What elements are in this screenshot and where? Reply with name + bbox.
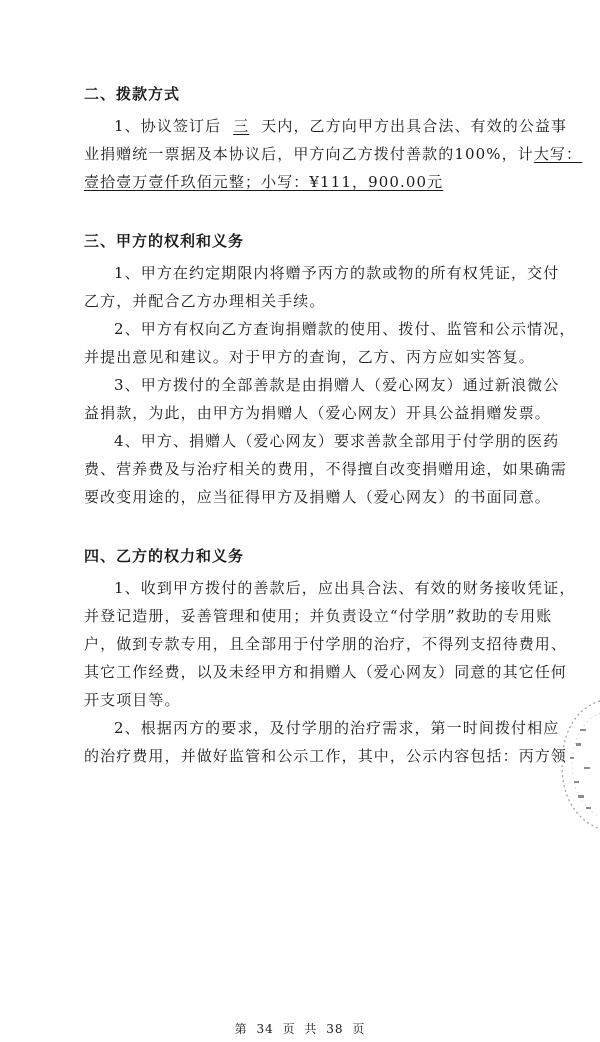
section-3-line: 乙方，并配合乙方办理相关手续。 (84, 292, 326, 310)
section-3-line: 1、甲方在约定期限内将赠予丙方的款或物的所有权凭证，交付 (114, 264, 560, 282)
section-3-line: 益捐款，为此，由甲方为捐赠人（爱心网友）开具公益捐赠发票。 (84, 404, 551, 422)
section-3-line: 2、甲方有权向乙方查询捐赠款的使用、拨付、监管和公示情况， (114, 320, 576, 338)
section-4-line: 并登记造册，妥善管理和使用；并负责设立“付学朋”救助的专用账 (84, 607, 553, 625)
section-3-line: 要改变用途的，应当征得甲方及捐赠人（爱心网友）的书面同意。 (84, 488, 551, 506)
section-4-line: 1、收到甲方拨付的善款后，应出具合法、有效的财务接收凭证， (114, 579, 576, 597)
section-2-paragraph-1-line-1: 1、协议签订后 三 天内，乙方向甲方出具合法、有效的公益事 (114, 117, 568, 135)
section-4-line: 2、根据丙方的要求，及付学朋的治疗需求，第一时间拨付相应 (114, 719, 560, 737)
amount-uppercase-label: 大写： (533, 145, 583, 163)
section-2-heading: 二、拨款方式 (84, 85, 181, 103)
section-4-heading: 四、乙方的权力和义务 (84, 547, 245, 565)
section-2-paragraph-1-line-2: 业捐赠统一票据及本协议后，甲方向乙方拨付善款的100%，计大写： (84, 145, 583, 163)
section-3-heading: 三、甲方的权利和义务 (84, 232, 245, 250)
section-2-amount-line: 壹拾壹万壹仟玖佰元整；小写：¥111，900.00元 (84, 173, 444, 191)
days-blank: 三 (233, 117, 250, 135)
section-3-line: 3、甲方拨付的全部善款是由捐赠人（爱心网友）通过新浪微公 (114, 376, 560, 394)
section-4-line: 户，做到专款专用，且全部用于付学朋的治疗，不得列支招待费用、 (84, 635, 568, 653)
section-3-line: 费、营养费及与治疗相关的费用，不得擅自改变捐赠用途，如果确需 (84, 460, 568, 478)
current-page-number: 34 (256, 1022, 274, 1036)
page-footer: 第 34 页 共 38 页 (234, 1022, 366, 1036)
section-4-line: 其它工作经费，以及未经甲方和捐赠人（爱心网友）同意的其它任何 (84, 663, 568, 681)
total-page-count: 38 (326, 1022, 344, 1036)
partial-seal-stamp (556, 695, 600, 835)
section-3-line: 并提出意见和建议。对于甲方的查询，乙方、丙方应如实答复。 (84, 348, 535, 366)
section-4-line: 的治疗费用，并做好监管和公示工作，其中，公示内容包括：丙方领 (84, 747, 568, 765)
section-3-line: 4、甲方、捐赠人（爱心网友）要求善款全部用于付学朋的医药 (114, 432, 560, 450)
section-4-line: 开支项目等。 (84, 691, 181, 709)
